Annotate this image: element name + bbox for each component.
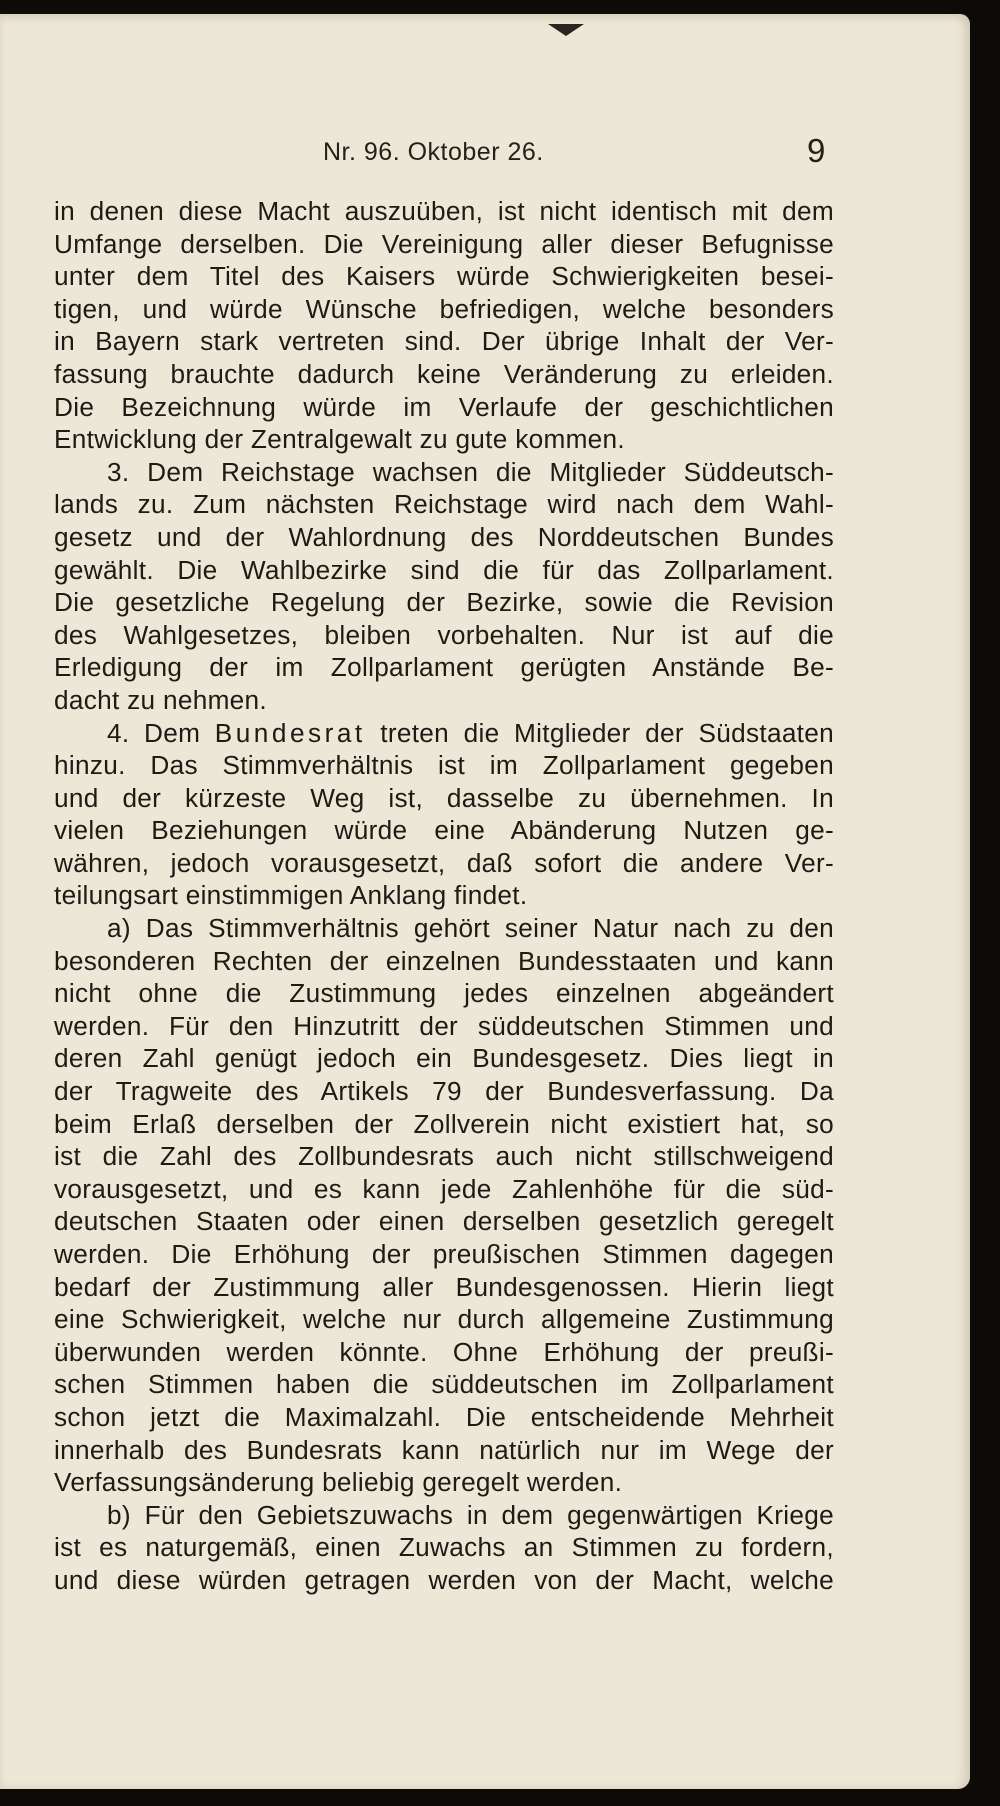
text-line: Entwicklung der Zentralgewalt zu gute kommen. bbox=[54, 424, 625, 455]
text-line: gesetz und der Wahlordnung des Norddeutschen Bundes bbox=[54, 521, 834, 552]
text-line: 3. Dem Reichstage wachsen die Mitglieder Süddeutsch- bbox=[54, 456, 834, 487]
text-line: gewählt. Die Wahlbezirke sind die für das Zollparlament. bbox=[54, 554, 834, 585]
text-line: a) Das Stimmverhältnis gehört seiner Natur nach zu den bbox=[54, 913, 834, 944]
text-line: währen, jedoch vorausgesetzt, daß sofort die andere Ver- bbox=[54, 847, 834, 878]
line-rest: treten die Mitglieder der Südstaaten bbox=[365, 717, 834, 748]
text-line: werden. Für den Hinzutritt der süddeutschen Stimmen und bbox=[54, 1010, 834, 1041]
text-line: b) Für den Gebietszuwachs in dem gegenwärtigen Kriege bbox=[54, 1499, 834, 1530]
text-line: in denen diese Macht auszuüben, ist nicht identisch mit dem bbox=[54, 196, 834, 226]
text-line: deren Zahl genügt jedoch ein Bundesgesetz. Dies liegt in bbox=[54, 1043, 834, 1074]
text-line: vorausgesetzt, und es kann jede Zahlenhöhe für die süd- bbox=[54, 1173, 834, 1204]
text-line: ist es naturgemäß, einen Zuwachs an Stimmen zu fordern, bbox=[54, 1532, 834, 1563]
text-line: Die gesetzliche Regelung der Bezirke, sowie die Revision bbox=[54, 587, 834, 618]
spaced-word: Bundesrat bbox=[214, 717, 366, 748]
text-line: tigen, und würde Wünsche befriedigen, welche besonders bbox=[54, 293, 834, 324]
text-line: werden. Die Erhöhung der preußischen Stimmen dagegen bbox=[54, 1239, 834, 1269]
text-line: Erledigung der im Zollparlament gerügten Anstände Be- bbox=[54, 652, 834, 683]
text-line: eine Schwierigkeit, welche nur durch allgemeine Zustimmung bbox=[54, 1304, 834, 1335]
text-line: der Tragweite des Artikels 79 der Bundesverfassung. Da bbox=[54, 1076, 834, 1107]
text-line: innerhalb des Bundesrats kann natürlich nur im Wege der bbox=[54, 1434, 834, 1465]
text-line: Umfange derselben. Die Vereinigung aller dieser Befugnisse bbox=[54, 228, 834, 259]
book-page bbox=[0, 14, 970, 1789]
text-line: schen Stimmen haben die süddeutschen im Zollparlament bbox=[54, 1369, 834, 1400]
text-line-bundesrat bbox=[54, 717, 834, 750]
text-line: hinzu. Das Stimmverhältnis ist im Zollparlament gegeben bbox=[54, 750, 834, 781]
running-title: Nr. 96. Oktober 26. bbox=[323, 138, 544, 166]
text-line: und diese würden getragen werden von der Macht, welche bbox=[54, 1564, 834, 1595]
text-line: dacht zu nehmen. bbox=[54, 684, 267, 715]
text-line: teilungsart einstimmigen Anklang findet. bbox=[54, 880, 528, 911]
page-fold-mark bbox=[548, 24, 584, 36]
text-line: des Wahlgesetzes, bleiben vorbehalten. Nur ist auf die bbox=[54, 619, 834, 650]
page-number: 9 bbox=[807, 132, 826, 169]
text-line: beim Erlaß derselben der Zollverein nicht existiert hat, so bbox=[54, 1108, 834, 1139]
text-line: unter dem Titel des Kaisers würde Schwierigkeiten besei- bbox=[54, 261, 834, 292]
text-line: bedarf der Zustimmung aller Bundesgenossen. Hierin liegt bbox=[54, 1271, 834, 1302]
text-line: deutschen Staaten oder einen derselben gesetzlich geregelt bbox=[54, 1206, 834, 1237]
text-line: Die Bezeichnung würde im Verlaufe der geschichtlichen bbox=[54, 391, 834, 422]
text-line: überwunden werden könnte. Ohne Erhöhung der preußi- bbox=[54, 1336, 834, 1367]
text-line: ist die Zahl des Zollbundesrats auch nicht stillschweigend bbox=[54, 1141, 834, 1172]
text-line: Verfassungsänderung beliebig geregelt werden. bbox=[54, 1467, 623, 1498]
text-line: und der kürzeste Weg ist, dasselbe zu übernehmen. In bbox=[54, 782, 834, 813]
body-text bbox=[54, 195, 834, 1597]
text-line: vielen Beziehungen würde eine Abänderung Nutzen ge- bbox=[54, 815, 834, 846]
line-lead: 4. Dem bbox=[54, 717, 215, 748]
text-line: in Bayern stark vertreten sind. Der übrige Inhalt der Ver- bbox=[54, 326, 834, 357]
text-line: lands zu. Zum nächsten Reichstage wird nach dem Wahl- bbox=[54, 489, 834, 520]
running-header bbox=[0, 132, 970, 172]
text-line: nicht ohne die Zustimmung jedes einzelnen abgeändert bbox=[54, 978, 834, 1009]
text-line: schon jetzt die Maximalzahl. Die entscheidende Mehrheit bbox=[54, 1401, 834, 1432]
text-line: fassung brauchte dadurch keine Veränderung zu erleiden. bbox=[54, 358, 834, 389]
text-line: besonderen Rechten der einzelnen Bundesstaaten und kann bbox=[54, 945, 834, 976]
